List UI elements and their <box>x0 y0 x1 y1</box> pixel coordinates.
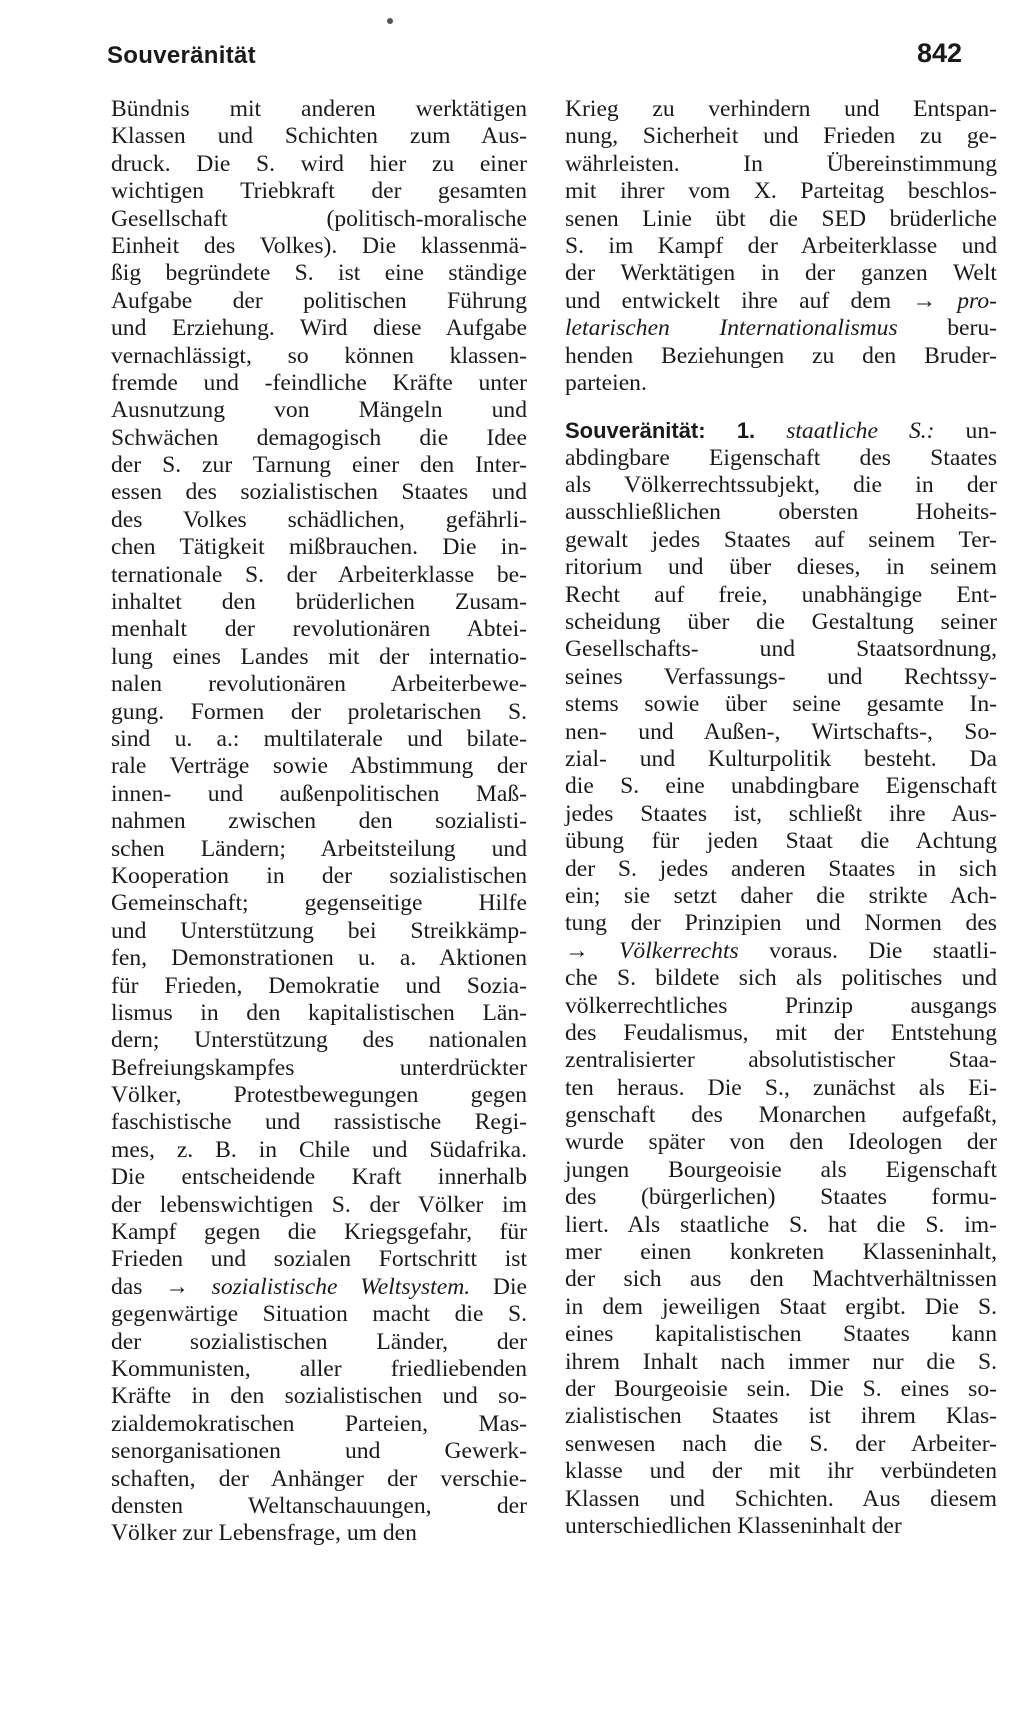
text-line: Gesellschaft (politisch-moralische <box>111 205 527 232</box>
text-line: Schwächen demagogisch die Idee <box>111 424 527 451</box>
text-line: klasse und der mit ihr verbündeten <box>565 1458 997 1485</box>
cross-reference: letarischen Internationalismus <box>565 315 898 342</box>
text-line: parteien. <box>565 369 647 396</box>
text-line: Völker zur Lebensfrage, um den <box>111 1520 417 1547</box>
text-line: jedes Staates ist, schließt ihre Aus- <box>565 800 997 827</box>
text-line: Befreiungskampfes unterdrückter <box>111 1054 527 1081</box>
text-line: Kooperation in der sozialistischen <box>111 862 527 889</box>
cross-reference: pro- <box>935 287 997 314</box>
text-line: lismus in den kapitalistischen Län- <box>111 999 527 1026</box>
left-column-lines <box>111 96 527 1274</box>
text-line: nahmen zwischen den sozialisti- <box>111 808 527 835</box>
right-column-lines <box>565 445 997 938</box>
text-line: S. im Kampf der Arbeiterklasse und <box>565 232 997 259</box>
text-line: zialistischen Staates ist ihrem Klas- <box>565 1403 997 1430</box>
left-column <box>111 96 527 1548</box>
running-title: Souveränität <box>107 42 256 69</box>
text-line: dern; Unterstützung des nationalen <box>111 1027 527 1054</box>
text-line: sind u. a.: multilaterale und bilate- <box>111 725 527 752</box>
page-number: 842 <box>916 38 962 68</box>
text-line: faschistische und rassistische Regi- <box>111 1109 527 1136</box>
text-line: gewalt jedes Staates auf seinem Ter- <box>565 526 997 553</box>
text-line: seines Verfassungs- und Rechtssy- <box>565 663 997 690</box>
cross-reference: Völkerrechts <box>588 937 739 964</box>
text-line: scheidung über die Gestaltung seiner <box>565 609 997 636</box>
subheading: staatliche S.: <box>755 418 935 445</box>
text-line: fremde und -feindliche Kräfte unter <box>111 369 527 396</box>
text-line: ihrem Inhalt nach immer nur die S. <box>565 1348 997 1375</box>
text-line: Klassen und Schichten zum Aus- <box>111 123 527 150</box>
text-line: wurde später von den Ideologen der <box>565 1129 997 1156</box>
entry-heading-line: Souveränität: 1. staatliche S.: un- <box>565 418 997 445</box>
text-line: → Völkerrechts voraus. Die staatli- <box>565 937 997 964</box>
text-line: essen des sozialistischen Staates und <box>111 479 527 506</box>
text-line: Recht auf freie, unabhängige Ent- <box>565 581 997 608</box>
text-line: des (bürgerlichen) Staates formu- <box>565 1184 997 1211</box>
text-line: schaften, der Anhänger der verschie- <box>111 1465 527 1492</box>
text-line: senorganisationen und Gewerk- <box>111 1438 527 1465</box>
text-line: zial- und Kulturpolitik besteht. Da <box>565 745 997 772</box>
text-line: der sozialistischen Länder, der <box>111 1328 527 1355</box>
text-line: zentralisierter absolutistischer Staa- <box>565 1047 997 1074</box>
text-line: währleisten. In Übereinstimmung <box>565 150 997 177</box>
text-line: der Bourgeoisie sein. Die S. eines so- <box>565 1375 997 1402</box>
text-line: Kräfte in den sozialistischen und so- <box>111 1383 527 1410</box>
text-line: völkerrechtliches Prinzip ausgangs <box>565 992 997 1019</box>
text-line: der Werktätigen in der ganzen Welt <box>565 260 997 287</box>
text-line: Frieden und sozialen Fortschritt ist <box>111 1246 527 1273</box>
entry-heading: Souveränität: 1. <box>565 418 756 444</box>
right-column-lines <box>565 96 997 288</box>
text-line: und entwickelt ihre auf dem → pro- <box>565 287 997 314</box>
text-line: druck. Die S. wird hier zu einer <box>111 150 527 177</box>
text-line: letarischen Internationalismus beru- <box>565 315 997 342</box>
text-line: menhalt der revolutionären Abtei- <box>111 616 527 643</box>
text-line: ausschließlichen obersten Hoheits- <box>565 499 997 526</box>
text-line: Einheit des Volkes). Die klassenmä- <box>111 232 527 259</box>
text-line: che S. bildete sich als politisches und <box>565 965 997 992</box>
text-line: Aufgabe der politischen Führung <box>111 287 527 314</box>
text-line: der S. jedes anderen Staates in sich <box>565 855 997 882</box>
text-line: stems sowie über seine gesamte In- <box>565 691 997 718</box>
text-line: Krieg zu verhindern und Entspan- <box>565 96 997 122</box>
text-line: liert. Als staatliche S. hat die S. im- <box>565 1211 997 1238</box>
text-line: chen Tätigkeit mißbrauchen. Die in- <box>111 534 527 561</box>
text-line: Ausnutzung von Mängeln und <box>111 397 527 424</box>
text-line: Völker, Protestbewegungen gegen <box>111 1082 527 1109</box>
text-line: mes, z. B. in Chile und Südafrika. <box>111 1136 527 1163</box>
right-column-lines <box>565 343 997 398</box>
text-line: densten Weltanschauungen, der <box>111 1492 527 1519</box>
text-line: schen Ländern; Arbeitsteilung und <box>111 835 527 862</box>
left-column-lines-continued <box>111 1301 527 1548</box>
text-line: Gemeinschaft; gegenseitige Hilfe <box>111 890 527 917</box>
text-line: der lebenswichtigen S. der Völker im <box>111 1191 527 1218</box>
right-column <box>565 96 997 1540</box>
text-line: ritorium und über dieses, in seinem <box>565 554 997 581</box>
text-line: Klassen und Schichten. Aus diesem <box>565 1485 997 1512</box>
text-line: Gesellschafts- und Staatsordnung, <box>565 636 997 663</box>
text-line: fen, Demonstrationen u. a. Aktionen <box>111 945 527 972</box>
text-line: gegenwärtige Situation macht die S. <box>111 1301 527 1328</box>
text-line: mit ihrer vom X. Parteitag beschlos- <box>565 178 997 205</box>
text-line: des Feudalismus, mit der Entstehung <box>565 1019 997 1046</box>
cross-reference: sozialistische Weltsystem. <box>188 1273 471 1300</box>
text-line: und Unterstützung bei Streikkämp- <box>111 917 527 944</box>
text-line: Kommunisten, aller friedliebenden <box>111 1355 527 1382</box>
text-line: des Volkes schädlichen, gefährli- <box>111 506 527 533</box>
text-line: innen- und außenpolitischen Maß- <box>111 780 527 807</box>
right-column-lines <box>565 965 997 1540</box>
text-line: nalen revolutionären Arbeiterbewe- <box>111 671 527 698</box>
text-line: ßig begründete S. ist eine ständige <box>111 260 527 287</box>
text-line: als Völkerrechtssubjekt, die in der <box>565 472 997 499</box>
text-line: vernachlässigt, so können klassen- <box>111 342 527 369</box>
text-line: inhaltet den brüderlichen Zusam- <box>111 589 527 616</box>
text-line: unterschiedlichen Klasseninhalt der <box>565 1512 902 1539</box>
text-line: mer einen konkreten Klasseninhalt, <box>565 1239 997 1266</box>
text-line: jungen Bourgeoisie als Eigenschaft <box>565 1156 997 1183</box>
text-line: Bündnis mit anderen werktätigen <box>111 96 527 122</box>
text-line: rale Verträge sowie Abstimmung der <box>111 753 527 780</box>
text-line: genschaft des Monarchen aufgefaßt, <box>565 1102 997 1129</box>
text-line: das → sozialistische Weltsystem. Die <box>111 1273 527 1300</box>
text-line: henden Beziehungen zu den Bruder- <box>565 342 997 369</box>
text-line: lung eines Landes mit der internatio- <box>111 643 527 670</box>
text-line: senwesen nach die S. der Arbeiter- <box>565 1430 997 1457</box>
text-line: zialdemokratischen Parteien, Mas- <box>111 1410 527 1437</box>
text-line: tung der Prinzipien und Normen des <box>565 910 997 937</box>
text-line: und Erziehung. Wird diese Aufgabe <box>111 315 527 342</box>
text-line: ten heraus. Die S., zunächst als Ei- <box>565 1074 997 1101</box>
cross-reference-arrow-icon: → <box>912 287 936 314</box>
text-line: der S. zur Tarnung einer den Inter- <box>111 452 527 479</box>
text-line: übung für jeden Staat die Achtung <box>565 828 997 855</box>
text-line: wichtigen Triebkraft der gesamten <box>111 178 527 205</box>
text-line: nen- und Außen-, Wirtschafts-, So- <box>565 718 997 745</box>
text-line: Die entscheidende Kraft innerhalb <box>111 1164 527 1191</box>
text-line: abdingbare Eigenschaft des Staates <box>565 444 997 471</box>
text-line: gung. Formen der proletarischen S. <box>111 698 527 725</box>
text-line: der sich aus den Machtverhältnissen <box>565 1266 997 1293</box>
text-line: ternationale S. der Arbeiterklasse be- <box>111 561 527 588</box>
text-line: ein; sie setzt daher die strikte Ach- <box>565 882 997 909</box>
paragraph-gap <box>565 397 997 417</box>
text-line: eines kapitalistischen Staates kann <box>565 1321 997 1348</box>
cross-reference-arrow-icon: → <box>165 1273 189 1300</box>
speck <box>387 18 393 24</box>
text-line: die S. eine unabdingbare Eigenschaft <box>565 773 997 800</box>
text-line: in dem jeweiligen Staat ergibt. Die S. <box>565 1293 997 1320</box>
text-line: nung, Sicherheit und Frieden zu ge- <box>565 123 997 150</box>
text-line: senen Linie übt die SED brüderliche <box>565 205 997 232</box>
cross-reference-arrow-icon: → <box>565 937 589 964</box>
text-line: für Frieden, Demokratie und Sozia- <box>111 972 527 999</box>
text-line: Kampf gegen die Kriegsgefahr, für <box>111 1219 527 1246</box>
